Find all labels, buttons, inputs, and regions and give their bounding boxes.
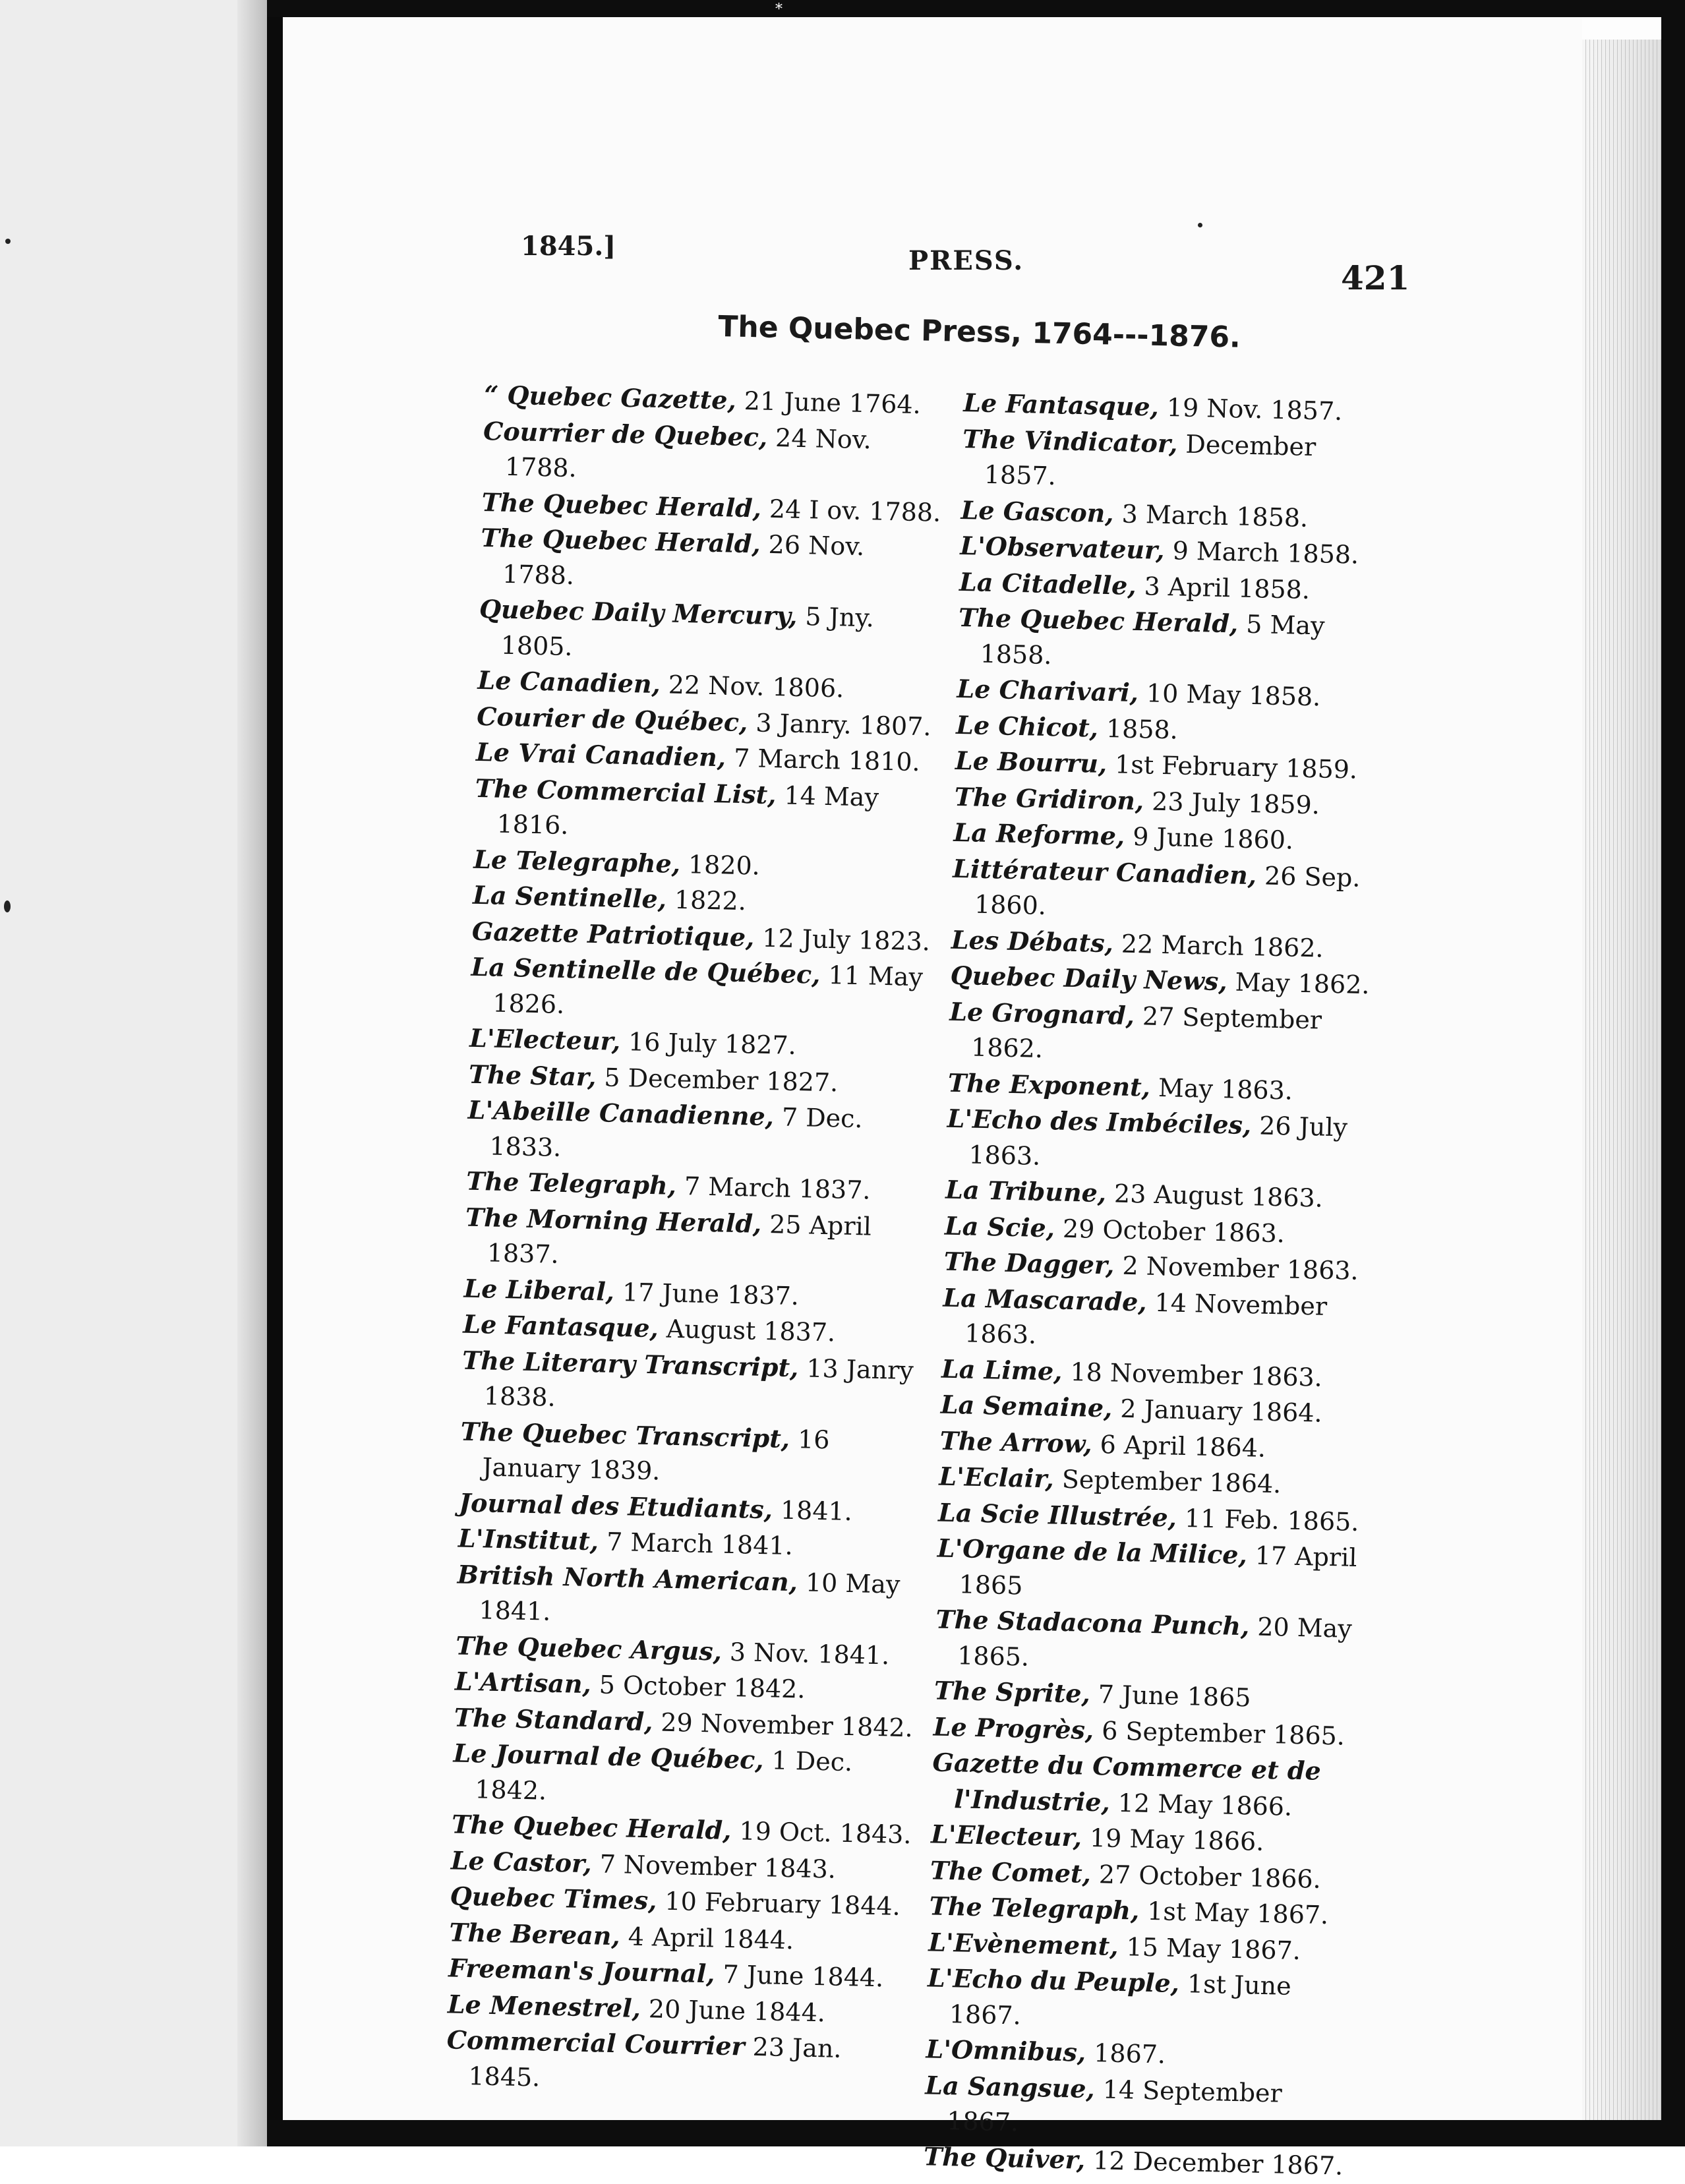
publication-date: 19 Nov. 1857. [1158,392,1343,427]
publication-name: L'Electeur, [930,1819,1082,1852]
publication-date: 5 December 1827. [595,1062,839,1097]
press-entry [924,2067,1347,2148]
publication-name: Littérateur Canadien, [952,853,1257,890]
publication-date: 22 March 1862. [1113,928,1324,963]
publication-name: Courrier de Quebec, [483,415,768,452]
press-entry [936,1531,1359,1611]
publication-name: The Quebec Herald, [958,602,1239,639]
publication-date: 18 November 1863. [1061,1357,1323,1392]
publication-date: 24 I ov. 1788. [761,494,941,527]
publication-name: Le Fantasque, [962,387,1160,422]
publication-name: L'Artisan, [454,1666,592,1699]
publication-name: L'Electeur, [469,1022,621,1056]
press-entry [452,1735,915,1817]
publication-name: La Sentinelle, [472,879,667,914]
publication-name: Commercial Courrier [446,2024,746,2061]
press-entry [926,1960,1349,2040]
publication-name: L'Organe de la Milice, [937,1533,1248,1570]
publication-date: 17 June 1837. [614,1277,800,1311]
publication-name: Gazette du Commerce et de l'Industrie, [932,1747,1322,1817]
press-entry [456,1556,919,1638]
publication-date: 5 Jny. 1805. [500,601,875,661]
running-head-section: PRESS. [908,245,1024,276]
press-entry [931,1744,1355,1825]
publication-date: 19 May 1866. [1081,1823,1264,1856]
publication-name: L'Eclair, [938,1461,1055,1494]
publication-name: The Morning Herald, [465,1202,762,1239]
publication-date: 13 Janry 1838. [483,1353,914,1412]
publication-date: 27 September 1862. [970,1001,1322,1063]
publication-date: 4 April 1844. [620,1921,794,1955]
publication-date: 12 May 1866. [1109,1788,1293,1821]
publication-date: 23 Jan. 1845. [468,2032,842,2092]
page-title: The Quebec Press, 1764---1876. [717,310,1241,355]
publication-name: Le Menestrel, [447,1988,641,2023]
press-entry [957,600,1380,680]
publication-date: 25 April 1837. [487,1209,872,1269]
publication-date: 23 August 1863. [1106,1179,1324,1213]
publication-name: La Tribune, [945,1174,1107,1208]
publication-date: 1st May 1867. [1138,1896,1329,1930]
press-entry [480,520,943,602]
press-entry [478,591,941,673]
publication-date: 6 April 1864. [1092,1429,1266,1463]
publication-date: 5 October 1842. [591,1670,806,1704]
running-head-year: 1845.] [521,231,616,262]
publication-date: 26 Nov. 1788. [502,529,865,590]
publication-date: 7 March 1837. [676,1171,872,1205]
publication-name: Journal des Etudiants, [458,1487,773,1524]
publication-date: 14 September 1867. [946,2074,1283,2137]
publication-name: Freeman's Journal, [448,1953,715,1989]
publication-name: Gazette Patriotique, [471,916,755,952]
press-entry [949,993,1372,1074]
publication-name: The Quebec Herald, [481,487,762,523]
publication-name: La Reforme, [953,817,1125,851]
publication-name: The Vindicator, [962,423,1178,458]
publication-date: 11 May 1826. [492,960,924,1019]
press-entry [961,421,1384,501]
publication-date: 29 November 1842. [652,1707,914,1742]
publication-date: 17 April 1865 [959,1541,1357,1600]
publication-name: Quebec Daily Mercury, [479,593,798,631]
publication-date: 16 January 1839. [481,1424,830,1486]
press-entry [467,1092,930,1174]
publication-name: Les Débats, [951,924,1114,958]
publication-date: 1820. [680,849,761,881]
publication-name: L'Institut, [458,1523,599,1556]
facing-page-speck [5,239,11,244]
publication-date: 26 July 1863. [968,1111,1348,1171]
publication-name: The Commercial List, [475,773,777,810]
publication-date: 24 Nov. 1788. [504,423,872,483]
publication-date: September 1864. [1053,1464,1282,1499]
publication-name: L'Omnibus, [926,2034,1086,2067]
press-entry [459,1413,922,1495]
publication-date: 10 May 1841. [479,1567,901,1626]
publication-name: Le Grognard, [949,996,1135,1030]
publication-date: 3 April 1858. [1136,571,1311,605]
press-entry [482,413,945,494]
publication-date: 14 November 1863. [964,1287,1328,1349]
left-column [446,377,946,2104]
press-entry [446,2022,908,2104]
publication-name: Le Vrai Canadien, [475,736,726,773]
publication-name: La Sangsue, [924,2069,1096,2104]
publication-date: 1st February 1859. [1106,750,1358,784]
publication-date: 12 July 1823. [754,923,931,957]
publication-name: Le Progrès, [933,1711,1094,1745]
press-entry [946,1101,1369,1181]
publication-name: The Telegraph, [929,1891,1140,1926]
publication-name: Le Castor, [450,1845,593,1878]
publication-name: The Telegraph, [465,1166,677,1200]
facing-page [0,0,267,2146]
publication-name: The Stadacona Punch, [935,1604,1250,1641]
publication-date: 26 Sep. 1860. [974,860,1361,921]
publication-name: The Gridiron, [954,781,1144,815]
publication-name: The Star, [468,1059,597,1092]
publication-date: 3 Janry. 1807. [747,707,931,742]
ink-speck [1198,223,1202,227]
publication-name: La Semaine, [940,1389,1113,1423]
publication-date: 10 May 1858. [1138,678,1321,712]
publication-name: The Quebec Herald, [480,522,761,559]
publication-date: 9 March 1858. [1164,535,1359,570]
publication-name: La Mascarade, [943,1282,1148,1317]
facing-page-speck [4,900,11,912]
publication-name: La Citadelle, [959,566,1137,601]
publication-date: May 1863. [1150,1073,1293,1106]
publication-date: 20 May 1865. [957,1612,1353,1672]
right-border [1661,0,1685,2146]
publication-name: Le Fantasque, [462,1309,659,1343]
publication-name: The Dagger, [943,1246,1115,1280]
publication-date: 7 June 1844. [714,1959,884,1993]
publication-name: Le Canadien, [477,664,661,699]
publication-name: L'Abeille Canadienne, [467,1094,775,1132]
publication-name: Le Telegraphe, [473,844,681,879]
publication-date: August 1837. [658,1314,836,1347]
publication-date: 10 February 1844. [656,1886,901,1921]
publication-date: 7 Dec. 1833. [489,1102,864,1162]
publication-name: Le Journal de Québec, [453,1738,765,1775]
publication-date: 12 December 1867. [1084,2145,1344,2181]
publication-name: The Arrow, [939,1425,1093,1459]
publication-date: 1822. [666,885,747,916]
publication-name: Le Liberal, [463,1273,615,1307]
press-entry [952,850,1375,931]
publication-name: Courier de Québec, [476,701,748,737]
publication-name: L'Observateur, [959,530,1166,565]
publication-name: L'Echo des Imbéciles, [947,1103,1252,1140]
publication-date: 1 Dec. 1842. [474,1746,853,1806]
publication-name: La Scie Illustrée, [937,1497,1177,1533]
publication-date: 21 June 1764. [736,386,922,420]
top-mark: * [775,1,783,18]
publication-name: Le Charivari, [957,673,1139,708]
publication-name: Quebec Daily News, [950,960,1228,997]
publication-name: The Quebec Herald, [451,1809,732,1846]
publication-date: 19 Oct. 1843. [730,1816,912,1850]
publication-name: British North American, [457,1559,798,1597]
top-border [267,0,1685,17]
publication-date: 7 March 1841. [598,1527,794,1561]
publication-name: The Berean, [448,1916,621,1951]
publication-name: The Quebec Transcript, [460,1416,790,1454]
publication-date: 20 June 1844. [640,1993,826,2027]
publication-date: 1841. [772,1494,853,1526]
publication-date: 29 October 1863. [1054,1213,1286,1248]
publication-date: 2 November 1863. [1113,1251,1359,1285]
publication-date: 7 March 1810. [725,743,921,777]
publication-name: Le Bourru, [955,745,1108,779]
publication-date: 14 May 1816. [496,780,879,841]
publication-date: 3 Nov. 1841. [721,1637,890,1670]
publication-name: The Literary Transcript, [461,1345,799,1382]
publication-date: 16 July 1827. [620,1026,797,1060]
publication-name: The Quebec Argus, [455,1630,723,1667]
publication-date: 9 June 1860. [1124,821,1294,855]
publication-name: The Comet, [930,1854,1092,1889]
publication-name: La Lime, [941,1353,1063,1386]
press-entry [474,770,937,852]
binding-gutter [267,0,283,2146]
publication-date: 1858. [1098,713,1179,744]
publication-name: The Standard, [454,1701,653,1736]
publication-name: L'Echo du Peuple, [927,1963,1180,1999]
publication-date: 15 May 1867. [1118,1932,1301,1965]
press-entry [464,1199,927,1281]
publication-name: La Scie, [944,1210,1055,1243]
publication-name: La Sentinelle de Québec, [471,951,821,989]
press-entry [935,1602,1358,1682]
page-edges-shade [1582,40,1661,2120]
publication-name: The Exponent, [947,1067,1151,1102]
right-column [923,385,1385,2184]
press-entry [470,949,933,1031]
publication-date: 7 November 1843. [591,1848,837,1884]
press-entry [461,1342,924,1424]
publication-name: The Sprite, [933,1675,1091,1709]
publication-date: 6 September 1865. [1093,1715,1345,1751]
publication-name: Quebec Times, [450,1881,657,1916]
publication-name: Le Gascon, [961,494,1115,528]
publication-date: 11 Feb. 1865. [1176,1503,1359,1537]
publication-date: 5 May 1858. [980,609,1326,670]
publication-name: L'Evènement, [928,1926,1119,1961]
press-entry [942,1280,1365,1360]
publication-date: 23 July 1859. [1143,786,1320,819]
publication-name: “ Quebec Gazette, [483,379,737,415]
publication-date: May 1862. [1227,967,1371,1000]
publication-date: 27 October 1866. [1090,1859,1322,1894]
publication-date: 3 March 1858. [1113,498,1309,533]
publication-date: December 1857. [984,428,1316,491]
publication-name: The Quiver, [923,2140,1086,2175]
page-number: 421 [1341,258,1410,297]
publication-date: 22 Nov. 1806. [660,670,844,703]
publication-name: Le Chicot, [955,709,1099,743]
publication-date: 1st June 1867. [949,1969,1292,2030]
publication-date: 2 January 1864. [1111,1394,1323,1428]
publication-date: 1867. [1085,2038,1166,2069]
facing-page-shadow [237,0,267,2146]
publication-date: 7 June 1865 [1090,1679,1251,1713]
